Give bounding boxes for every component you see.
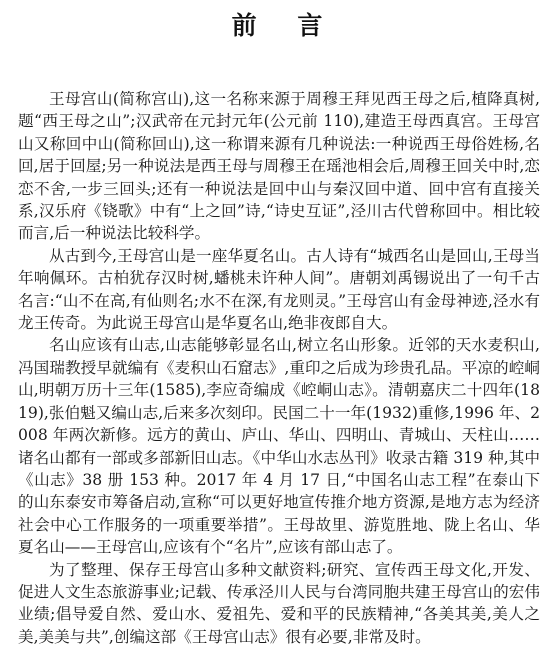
paragraph: 王母宫山(简称宫山),这一名称来源于周穆王拜见西王母之后,植降真树,题“西王母之山”;汉武帝在元封元年(公元前 110),建造王母西真宫。王母宫山又称回中山(简称回山),这一称谓来源有几种说法:一种说西王母俗姓杨,名回,居于回屋;另一种说法是西王母与周穆王在瑶池相会后,周穆王回关中时,恋恋不舍,一步三回头;还有一种说法是回中山与秦汉回中道、回中宫有直接关系,汉乐府《铙歌》中有“上之回”诗,“诗史互证”,泾川古代曾称回中。相比较而言,后一种说法比较科学。 [18,90,540,243]
page-title: 前 言 [231,11,339,40]
paragraph: 名山应该有山志,山志能够彰显名山,树立名山形象。近邻的天水麦积山,冯国瑞教授早就编有《麦积山石窟志》,重印之后成为珍贵孔品。平凉的崆峒山,明朝万历十三年(1585),李应奇编成《崆峒山志》。清朝嘉庆二十四年(1819),张伯魁又编山志,后来多次刻印。民国二十一年(1932)重修,1996 年、2008 年两次新修。远方的黄山、庐山、华山、四明山、青城山、天柱山……诸名山都有一部或多部新旧山志。《中华山水志丛刊》收录古籍 319 种,其中《山志》38 册 153 种。2017 年 4 月 17 日,“中国名山志工程”在泰山下的山东泰安市筹备启动,宣称“可以更好地宣传推介地方资源,是地方志为经济社会中心工作服务的一项重要举措”。王母故里、游览胜地、陇上名山、华夏名山——王母宫山,应该有个“名片”,应该有部山志了。 [18,336,540,557]
paragraph: 从古到今,王母宫山是一座华夏名山。古人诗有“城西名山是回山,王母当年响佩环。古柏犹存汉时树,蟠桃未许种人间”。唐朝刘禹锡说出了一句千古名言:“山不在高,有仙则名;水不在深,有龙则灵。”王母宫山有金母神迹,泾水有龙王传奇。为此说王母宫山是华夏名山,绝非夜郎自大。 [18,246,540,333]
preface-body [18,88,540,648]
paragraph: 为了整理、保存王母宫山多种文献资料;研究、宣传西王母文化,开发、促进人文生态旅游事业;记载、传承泾川人民与台湾同胞共建王母宫山的宏伟业绩;倡导爱自然、爱山水、爱祖先、爱和平的民族精神,“各美其美,美人之美,美美与共”,创编这部《王母宫山志》很有必要,非常及时。 [18,560,540,646]
